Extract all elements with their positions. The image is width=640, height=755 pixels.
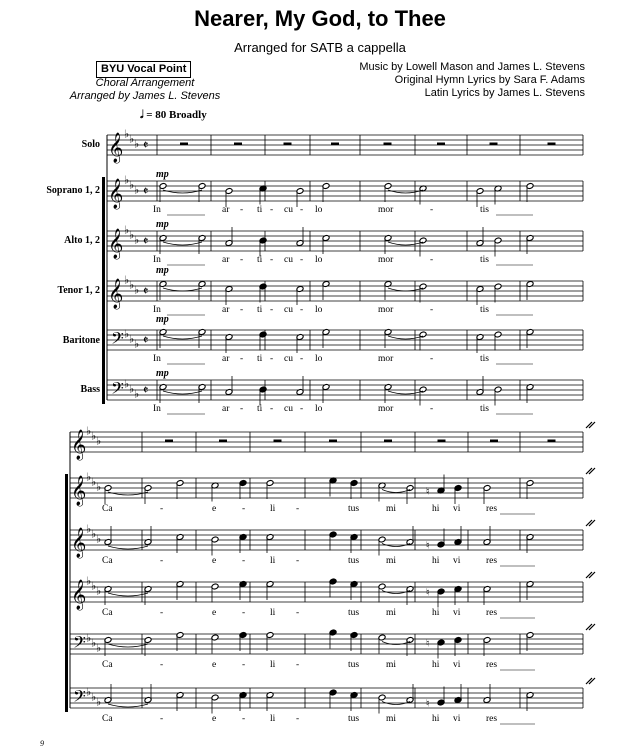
lyric-syllable: lo <box>315 205 323 215</box>
lyric-syllable: tus <box>348 608 360 618</box>
cut-time-icon: 𝄵 <box>143 234 149 248</box>
lyric-syllable: ar <box>222 255 230 265</box>
flat-icon: ♭ <box>91 579 97 593</box>
lyric-syllable: tis <box>480 255 489 265</box>
flat-icon: ♭ <box>86 522 92 536</box>
lyric-syllable: tis <box>480 205 489 215</box>
treble-clef-icon: 𝄞 <box>71 528 87 558</box>
rest-icon <box>384 440 392 443</box>
lyric-syllable: mor <box>378 205 394 215</box>
lyric-syllable: ti <box>257 255 263 265</box>
lyric-syllable: e <box>212 556 217 566</box>
flat-icon: ♭ <box>129 132 135 146</box>
lyric-hyphen: - <box>240 354 244 364</box>
lyric-hyphen: - <box>430 255 434 265</box>
lyric-hyphen: - <box>430 354 434 364</box>
flat-icon: ♭ <box>134 283 140 297</box>
dynamic-mp: mp <box>156 265 169 276</box>
lyric-syllable: hi <box>432 714 440 724</box>
lyric-syllable: In <box>153 354 161 364</box>
tie-slur <box>163 336 202 339</box>
lyric-syllable: - <box>296 504 300 514</box>
lyric-syllable: - <box>242 660 246 670</box>
treble-clef-icon: 𝄞 <box>108 179 124 209</box>
lyric-syllable: lo <box>315 305 323 315</box>
lyric-syllable: In <box>153 305 161 315</box>
continuation-slash <box>589 520 595 526</box>
lyric-syllable: vi <box>453 660 461 670</box>
lyric-syllable: tus <box>348 556 360 566</box>
lyric-syllable: li <box>270 714 276 724</box>
lyric-syllable: res <box>486 714 498 724</box>
lyric-syllable: li <box>270 556 276 566</box>
flat-icon: ♭ <box>96 695 102 709</box>
flat-icon: ♭ <box>134 183 140 197</box>
lyric-syllable: vi <box>453 504 461 514</box>
lyric-syllable: hi <box>432 608 440 618</box>
tie-slur <box>163 288 202 291</box>
lyric-hyphen: - <box>270 205 274 215</box>
lyric-syllable: e <box>212 504 217 514</box>
system-bracket <box>102 177 105 404</box>
flat-icon: ♭ <box>129 332 135 346</box>
voice-label-tenor: Tenor 1, 2 <box>57 285 100 296</box>
continuation-slash <box>586 572 592 578</box>
lyric-syllable: cu <box>284 404 293 414</box>
rest-icon <box>438 440 446 443</box>
flat-icon: ♭ <box>124 377 130 391</box>
flat-icon: ♭ <box>96 584 102 598</box>
lyric-syllable: Ca <box>102 714 113 724</box>
lyric-syllable: hi <box>432 504 440 514</box>
tie-slur <box>388 242 423 245</box>
rest-icon <box>548 143 556 146</box>
arrangement-line2: Arranged by James L. Stevens <box>69 90 221 102</box>
bass-clef-icon: 𝄢 <box>111 328 124 352</box>
credit-lyrics: Original Hymn Lyrics by Sara F. Adams <box>394 74 585 86</box>
continuation-slash <box>589 624 595 630</box>
lyric-hyphen: - <box>300 205 304 215</box>
lyric-syllable: vi <box>453 556 461 566</box>
lyric-hyphen: - <box>240 404 244 414</box>
tie-slur <box>388 288 423 291</box>
flat-icon: ♭ <box>86 424 92 438</box>
lyric-syllable: In <box>153 205 161 215</box>
lyric-syllable: Ca <box>102 608 113 618</box>
flat-icon: ♭ <box>91 527 97 541</box>
flat-icon: ♭ <box>96 641 102 655</box>
lyric-syllable: Ca <box>102 504 113 514</box>
rest-icon <box>384 143 392 146</box>
lyric-syllable: res <box>486 556 498 566</box>
lyric-syllable: - <box>160 504 164 514</box>
flat-icon: ♭ <box>134 337 140 351</box>
rest-icon <box>180 143 188 146</box>
lyric-syllable: lo <box>315 255 323 265</box>
flat-icon: ♭ <box>124 327 130 341</box>
lyric-syllable: lo <box>315 354 323 364</box>
lyric-syllable: - <box>160 660 164 670</box>
lyric-syllable: mi <box>386 556 397 566</box>
lyric-syllable: tis <box>480 404 489 414</box>
voice-label-soprano: Soprano 1, 2 <box>46 185 100 196</box>
voice-label-bass: Bass <box>80 384 100 395</box>
lyric-syllable: hi <box>432 556 440 566</box>
continuation-slash <box>586 520 592 526</box>
lyric-syllable: ar <box>222 205 230 215</box>
lyric-syllable: mor <box>378 404 394 414</box>
continuation-slash <box>589 468 595 474</box>
flat-icon: ♭ <box>86 574 92 588</box>
continuation-slash <box>586 422 592 428</box>
lyric-syllable: - <box>242 504 246 514</box>
lyric-syllable: mor <box>378 255 394 265</box>
lyric-hyphen: - <box>240 255 244 265</box>
dynamic-mp: mp <box>156 368 169 379</box>
lyric-syllable: ti <box>257 205 263 215</box>
lyric-syllable: tus <box>348 660 360 670</box>
lyric-syllable: res <box>486 608 498 618</box>
lyric-syllable: e <box>212 660 217 670</box>
lyric-syllable: - <box>296 660 300 670</box>
lyric-hyphen: - <box>300 255 304 265</box>
lyric-syllable: ar <box>222 354 230 364</box>
flat-icon: ♭ <box>91 690 97 704</box>
natural-icon: ♮ <box>426 540 430 552</box>
lyric-syllable: mi <box>386 714 397 724</box>
continuation-slash <box>586 678 592 684</box>
lyric-syllable: res <box>486 504 498 514</box>
lyric-syllable: e <box>212 714 217 724</box>
lyric-syllable: - <box>242 714 246 724</box>
lyric-hyphen: - <box>300 354 304 364</box>
lyric-syllable: - <box>160 714 164 724</box>
lyric-syllable: ar <box>222 404 230 414</box>
lyric-syllable: tis <box>480 354 489 364</box>
lyric-syllable: tis <box>480 305 489 315</box>
cut-time-icon: 𝄵 <box>143 184 149 198</box>
continuation-slash <box>589 572 595 578</box>
lyric-syllable: Ca <box>102 556 113 566</box>
flat-icon: ♭ <box>86 631 92 645</box>
lyric-syllable: cu <box>284 354 293 364</box>
lyric-syllable: lo <box>315 404 323 414</box>
flat-icon: ♭ <box>96 480 102 494</box>
half-note-icon: 𝅗𝅥 <box>140 109 144 121</box>
lyric-hyphen: - <box>300 404 304 414</box>
lyric-syllable: ar <box>222 305 230 315</box>
lyric-syllable: mor <box>378 305 394 315</box>
lyric-syllable: mi <box>386 504 397 514</box>
lyric-syllable: mi <box>386 660 397 670</box>
cut-time-icon: 𝄵 <box>143 138 149 152</box>
rest-icon <box>437 143 445 146</box>
flat-icon: ♭ <box>134 387 140 401</box>
ensemble-badge: BYU Vocal Point <box>96 61 191 78</box>
natural-icon: ♮ <box>426 486 430 498</box>
tempo-text: = 80 Broadly <box>146 109 207 121</box>
arrangement-line1: Choral Arrangement <box>95 77 195 89</box>
bass-clef-icon: 𝄢 <box>73 632 86 656</box>
flat-icon: ♭ <box>129 382 135 396</box>
cut-time-icon: 𝄵 <box>143 284 149 298</box>
flat-icon: ♭ <box>124 273 130 287</box>
lyric-syllable: ti <box>257 354 263 364</box>
lyric-syllable: - <box>160 608 164 618</box>
lyric-syllable: - <box>296 714 300 724</box>
score-title: Nearer, My God, to Thee <box>194 6 446 31</box>
treble-clef-icon: 𝄞 <box>108 279 124 309</box>
rest-icon <box>331 143 339 146</box>
dynamic-mp: mp <box>156 219 169 230</box>
treble-clef-icon: 𝄞 <box>108 229 124 259</box>
tie-slur <box>163 242 202 245</box>
dynamic-mp: mp <box>156 169 169 180</box>
lyric-syllable: li <box>270 660 276 670</box>
lyric-syllable: tus <box>348 504 360 514</box>
flat-icon: ♭ <box>129 178 135 192</box>
flat-icon: ♭ <box>86 685 92 699</box>
natural-icon: ♮ <box>426 698 430 710</box>
rest-icon <box>165 440 173 443</box>
dynamic-mp: mp <box>156 314 169 325</box>
lyric-syllable: li <box>270 608 276 618</box>
tie-slur <box>163 190 202 193</box>
rest-icon <box>329 440 337 443</box>
lyric-syllable: In <box>153 255 161 265</box>
treble-clef-icon: 𝄞 <box>71 476 87 506</box>
cut-time-icon: 𝄵 <box>143 383 149 397</box>
bass-clef-icon: 𝄢 <box>111 378 124 402</box>
natural-icon: ♮ <box>426 638 430 650</box>
lyric-syllable: li <box>270 504 276 514</box>
continuation-slash <box>586 624 592 630</box>
flat-icon: ♭ <box>91 636 97 650</box>
lyric-hyphen: - <box>430 404 434 414</box>
lyric-syllable: - <box>242 556 246 566</box>
lyric-syllable: - <box>160 556 164 566</box>
continuation-slash <box>586 468 592 474</box>
lyric-syllable: vi <box>453 714 461 724</box>
lyric-hyphen: - <box>270 305 274 315</box>
lyric-hyphen: - <box>240 305 244 315</box>
lyric-hyphen: - <box>270 354 274 364</box>
lyric-syllable: mor <box>378 354 394 364</box>
lyric-syllable: cu <box>284 205 293 215</box>
flat-icon: ♭ <box>129 228 135 242</box>
treble-clef-icon: 𝄞 <box>71 430 87 460</box>
lyric-syllable: - <box>242 608 246 618</box>
treble-clef-icon: 𝄞 <box>71 580 87 610</box>
natural-icon: ♮ <box>426 587 430 599</box>
tie-slur <box>388 190 423 193</box>
score-subtitle: Arranged for SATB a cappella <box>234 40 406 55</box>
flat-icon: ♭ <box>124 173 130 187</box>
rest-icon <box>274 440 282 443</box>
flat-icon: ♭ <box>124 223 130 237</box>
continuation-slash <box>589 422 595 428</box>
voice-label-alto: Alto 1, 2 <box>64 235 100 246</box>
tie-slur <box>382 490 410 493</box>
tie-slur <box>388 391 423 394</box>
system-bracket <box>65 474 68 712</box>
credit-music: Music by Lowell Mason and James L. Stevens <box>359 61 585 73</box>
flat-icon: ♭ <box>134 137 140 151</box>
cut-time-icon: 𝄵 <box>143 333 149 347</box>
lyric-syllable: - <box>296 556 300 566</box>
rest-icon <box>219 440 227 443</box>
lyric-syllable: mi <box>386 608 397 618</box>
treble-clef-icon: 𝄞 <box>108 133 124 163</box>
lyric-syllable: ti <box>257 404 263 414</box>
credit-latin: Latin Lyrics by James L. Stevens <box>424 87 585 99</box>
flat-icon: ♭ <box>91 429 97 443</box>
lyric-hyphen: - <box>430 205 434 215</box>
lyric-syllable: In <box>153 404 161 414</box>
lyric-syllable: e <box>212 608 217 618</box>
flat-icon: ♭ <box>96 532 102 546</box>
rest-icon <box>490 440 498 443</box>
flat-icon: ♭ <box>134 233 140 247</box>
tie-slur <box>163 391 202 394</box>
bass-clef-icon: 𝄢 <box>73 686 86 710</box>
lyric-syllable: tus <box>348 714 360 724</box>
lyric-syllable: vi <box>453 608 461 618</box>
flat-icon: ♭ <box>86 470 92 484</box>
lyric-hyphen: - <box>270 255 274 265</box>
flat-icon: ♭ <box>129 278 135 292</box>
lyric-syllable: cu <box>284 255 293 265</box>
lyric-hyphen: - <box>430 305 434 315</box>
lyric-syllable: hi <box>432 660 440 670</box>
flat-icon: ♭ <box>91 475 97 489</box>
flat-icon: ♭ <box>96 434 102 448</box>
lyric-syllable: Ca <box>102 660 113 670</box>
rest-icon <box>284 143 292 146</box>
page-number: 9 <box>40 739 44 748</box>
voice-label-solo: Solo <box>81 139 100 150</box>
lyric-syllable: res <box>486 660 498 670</box>
flat-icon: ♭ <box>124 127 130 141</box>
lyric-syllable: ti <box>257 305 263 315</box>
lyric-syllable: cu <box>284 305 293 315</box>
lyric-syllable: - <box>296 608 300 618</box>
tie-slur <box>388 336 423 339</box>
rest-icon <box>234 143 242 146</box>
lyric-hyphen: - <box>270 404 274 414</box>
continuation-slash <box>589 678 595 684</box>
voice-label-baritone: Baritone <box>62 335 100 346</box>
lyric-hyphen: - <box>300 305 304 315</box>
rest-icon <box>490 143 498 146</box>
rest-icon <box>548 440 556 443</box>
lyric-hyphen: - <box>240 205 244 215</box>
